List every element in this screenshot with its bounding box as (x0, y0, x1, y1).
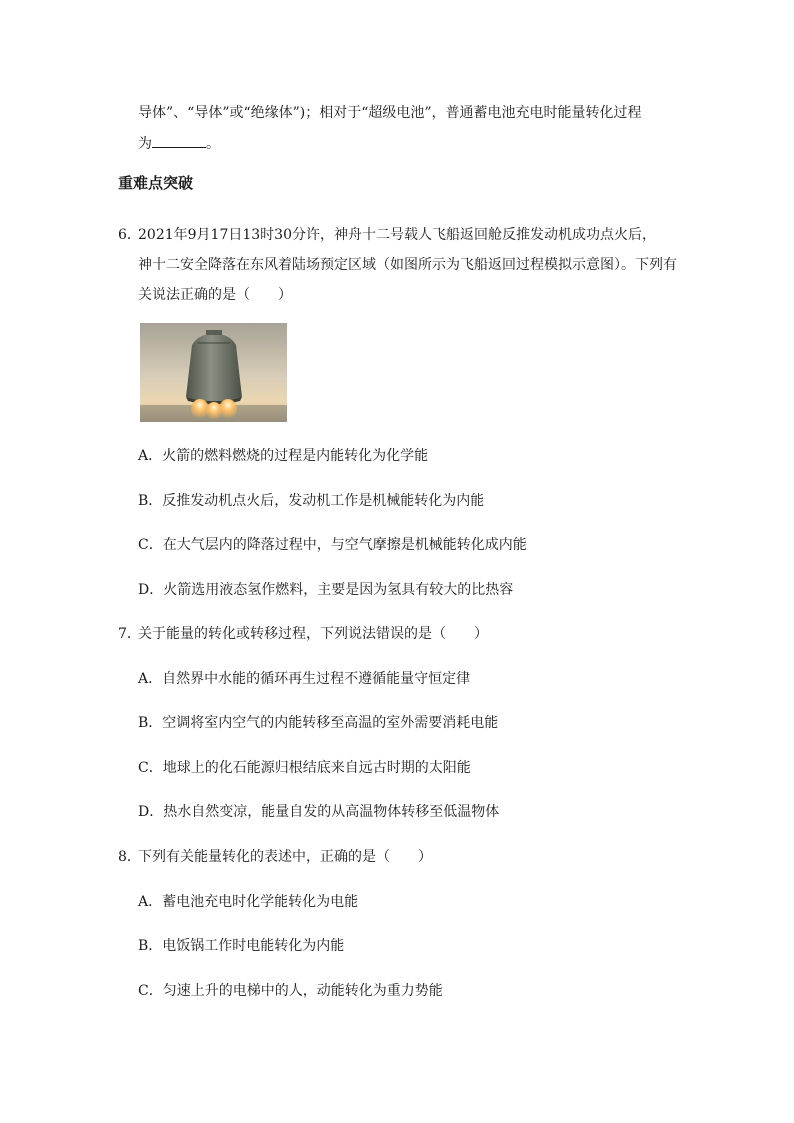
question-6-stem-line-3: 关说法正确的是（ ） (138, 287, 292, 303)
question-7-option-d: D．热水自然变凉，能量自发的从高温物体转移至低温物体 (138, 804, 500, 820)
question-6-stem-line-2: 神十二安全降落在东风着陆场预定区域（如图所示为飞船返回过程模拟示意图）。下列有 (138, 257, 677, 273)
question-8-stem: 下列有关能量转化的表述中，正确的是（ ） (138, 849, 432, 865)
intro-line-2-suffix: 。 (206, 136, 220, 152)
answer-blank (152, 133, 206, 148)
question-6-number: 6． (118, 227, 141, 243)
section-heading: 重难点突破 (118, 174, 194, 192)
question-6-option-d: D．火箭选用液态氢作燃料，主要是因为氢具有较大的比热容 (138, 582, 514, 598)
question-6-stem-line-1: 2021年9月17日13时30分许，神舟十二号载人飞船返回舱反推发动机成功点火后， (138, 227, 656, 243)
question-8-option-c: C．匀速上升的电梯中的人，动能转化为重力势能 (138, 983, 443, 999)
question-7-option-b: B．空调将室内空气的内能转移至高温的室外需要消耗电能 (138, 715, 499, 731)
intro-line-2 (138, 133, 220, 154)
question-6-option-a: A．火箭的燃料燃烧的过程是内能转化为化学能 (138, 448, 429, 464)
question-7-stem: 关于能量的转化或转移过程，下列说法错误的是（ ） (138, 626, 488, 642)
capsule-return-figure (140, 323, 287, 422)
question-7-option-a: A．自然界中水能的循环再生过程不遵循能量守恒定律 (138, 671, 471, 687)
question-8-option-a: A．蓄电池充电时化学能转化为电能 (138, 894, 359, 910)
question-6-option-b: B．反推发动机点火后，发动机工作是机械能转化为内能 (138, 493, 485, 509)
intro-line-2-prefix: 为 (138, 136, 152, 152)
question-8-option-b: B．电饭锅工作时电能转化为内能 (138, 938, 345, 954)
question-7-number: 7． (118, 626, 141, 642)
question-7-option-c: C．地球上的化石能源归根结底来自远古时期的太阳能 (138, 760, 471, 776)
question-6-option-c: C．在大气层内的降落过程中，与空气摩擦是机械能转化成内能 (138, 537, 527, 553)
intro-line-1: 导体”、“导体”或“绝缘体”)；相对于“超级电池”，普通蓄电池充电时能量转化过程 (138, 105, 642, 121)
capsule-illustration (140, 323, 287, 422)
question-8-number: 8． (118, 849, 141, 865)
